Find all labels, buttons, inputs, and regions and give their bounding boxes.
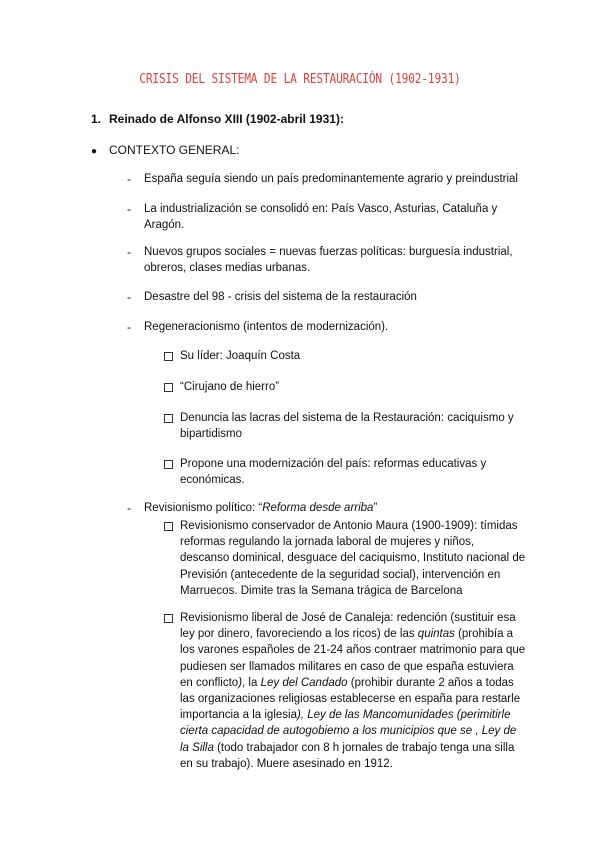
checkbox-icon [164, 614, 173, 623]
list-item: Propone una modernización del país: reformas educativas y económicas. [180, 458, 487, 486]
list-item: Su líder: Joaquín Costa [180, 350, 301, 362]
list-item: Denuncia las lacras del sistema de la Restauración: caciquismo y bipartidismo [180, 412, 514, 440]
dash-icon: - [127, 290, 131, 304]
dash-icon: - [127, 172, 131, 186]
bullet-icon: ● [91, 146, 98, 157]
dash-icon: - [127, 202, 131, 216]
canalejas-text: (prohibir durante 2 años a todas las organizaciones religiosas establecerse en españa para restarle importancia a la iglesia [180, 676, 521, 722]
revisionismo-label-end: ” [373, 502, 378, 514]
section-heading-text: Reinado de Alfonso XIII (1902-abril 1931): [109, 112, 344, 126]
dash-icon: - [127, 501, 131, 515]
list-item: Desastre del 98 - crisis del sistema de la restauración [144, 291, 417, 303]
list-item: Nuevos grupos sociales = nuevas fuerzas políticas: burguesía industrial, obreros, clases medias urbanas. [144, 246, 513, 274]
revisionismo-label: Revisionismo político: “ [144, 502, 263, 514]
list-item [180, 610, 526, 772]
checkbox-icon [164, 460, 173, 469]
checkbox-icon [164, 414, 173, 423]
checkbox-icon [164, 522, 173, 531]
canalejas-italic: Ley del Candado [260, 676, 348, 689]
list-item: Regeneracionismo (intentos de modernización). [144, 321, 389, 333]
page-title: CRISIS DEL SISTEMA DE LA RESTAURACIÓN (1902-1931) [139, 72, 461, 87]
dash-icon: - [127, 320, 131, 334]
list-item: “Cirujano de hierro” [180, 381, 280, 393]
list-item: La industrialización se consolidó en: País Vasco, Asturias, Cataluña y Aragón. [144, 203, 498, 231]
list-item: Revisionismo conservador de Antonio Maura (1900-1909): tímidas reformas regulando la jornada laboral de mujeres y niños, descanso dominical, desguace del caciquismo, Instituto nacional de Previsión (antecedente de la seguridad social), intervención en Marruecos. Dimite tras la Semana trágica de Barcelona [180, 520, 526, 597]
canalejas-text: , la [242, 676, 261, 689]
dash-icon: - [127, 245, 131, 259]
canalejas-italic: quintas [417, 628, 455, 641]
checkbox-icon [164, 383, 173, 392]
revisionismo-label-italic: Reforma desde arriba [262, 502, 374, 514]
section-heading [91, 112, 344, 126]
list-item: España seguía siendo un país predominantemente agrario y preindustrial [144, 173, 518, 185]
list-item [144, 500, 524, 516]
checkbox-icon [164, 352, 173, 361]
context-label: CONTEXTO GENERAL: [109, 143, 240, 157]
canalejas-text: Revisionismo liberal de José de Canaleja: redención (sustituir esa ley por dinero, favoreciendo a los ricos) de las [180, 612, 516, 641]
canalejas-italic: ) [238, 676, 243, 689]
context-heading [91, 143, 239, 157]
canalejas-text: (prohibía a los varones españoles de 21-24 años contraer matrimonio para que pudiesen ser llamados militares en caso de que españa estuviera en conflicto [180, 628, 526, 689]
canalejas-italic: ), Ley de las Mancomunidades (perimitirle cierta capacidad de autogobiemo a los municipios que se , Ley de la Silla [180, 709, 517, 754]
canalejas-text: (todo trabajador con 8 h jornales de trabajo tenga una silla en su trabajo). Muere asesinado en 1912. [180, 741, 515, 770]
section-number: 1. [91, 112, 102, 126]
